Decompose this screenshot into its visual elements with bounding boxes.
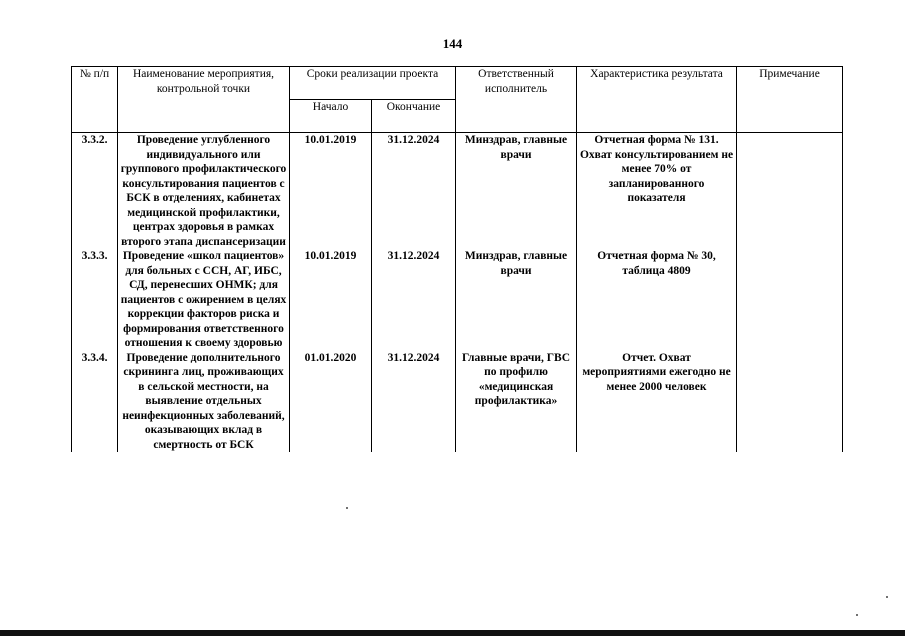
page-bottom-edge [0,630,905,636]
header-end: Окончание [372,100,456,133]
table-row [72,133,843,250]
scan-speck [346,507,348,509]
row-note [737,133,843,250]
row-start: 10.01.2019 [290,133,372,250]
row-responsible: Минздрав, главные врачи [456,249,577,351]
row-end: 31.12.2024 [372,133,456,250]
row-start: 10.01.2019 [290,249,372,351]
table-row [72,249,843,351]
header-start: Начало [290,100,372,133]
header-responsible: Ответственный исполнитель [456,67,577,133]
row-num: 3.3.2. [72,133,118,250]
row-end: 31.12.2024 [372,249,456,351]
page-number: 144 [442,36,463,51]
row-result: Отчет. Охват мероприятиями ежегодно не менее 2000 человек [577,351,737,453]
header-note: Примечание [737,67,843,133]
row-note [737,249,843,351]
row-note [737,351,843,453]
row-responsible: Главные врачи, ГВС по профилю «медицинская профилактика» [456,351,577,453]
row-num: 3.3.3. [72,249,118,351]
header-result: Характеристика результата [577,67,737,133]
row-name: Проведение «школ пациентов» для больных с ССН, АГ, ИБС, СД, перенесших ОНМК; для пациентов с ожирением в целях коррекции факторов риска и формирования ответственного отношения к своему здоровью [118,249,290,351]
row-result: Отчетная форма № 131. Охват консультированием не менее 70% от запланированного показателя [577,133,737,250]
header-name: Наименование мероприятия, контрольной точки [118,67,290,133]
header-num: № п/п [72,67,118,133]
measures-table [71,66,843,452]
row-start: 01.01.2020 [290,351,372,453]
scan-speck [886,596,888,598]
header-terms: Сроки реализации проекта [290,67,456,100]
row-end: 31.12.2024 [372,351,456,453]
table-row [72,351,843,453]
row-responsible: Минздрав, главные врачи [456,133,577,250]
row-result: Отчетная форма № 30, таблица 4809 [577,249,737,351]
row-num: 3.3.4. [72,351,118,453]
row-name: Проведение углубленного индивидуального или группового профилактического консультирования пациентов с БСК в отделениях, кабинетах медицинской профилактики, центрах здоровья в рамках второго этапа диспансеризации [118,133,290,250]
row-name: Проведение дополнительного скрининга лиц, проживающих в сельской местности, на выявление отдельных неинфекционных заболеваний, оказывающих вклад в смертность от БСК [118,351,290,453]
scan-speck [856,614,858,616]
